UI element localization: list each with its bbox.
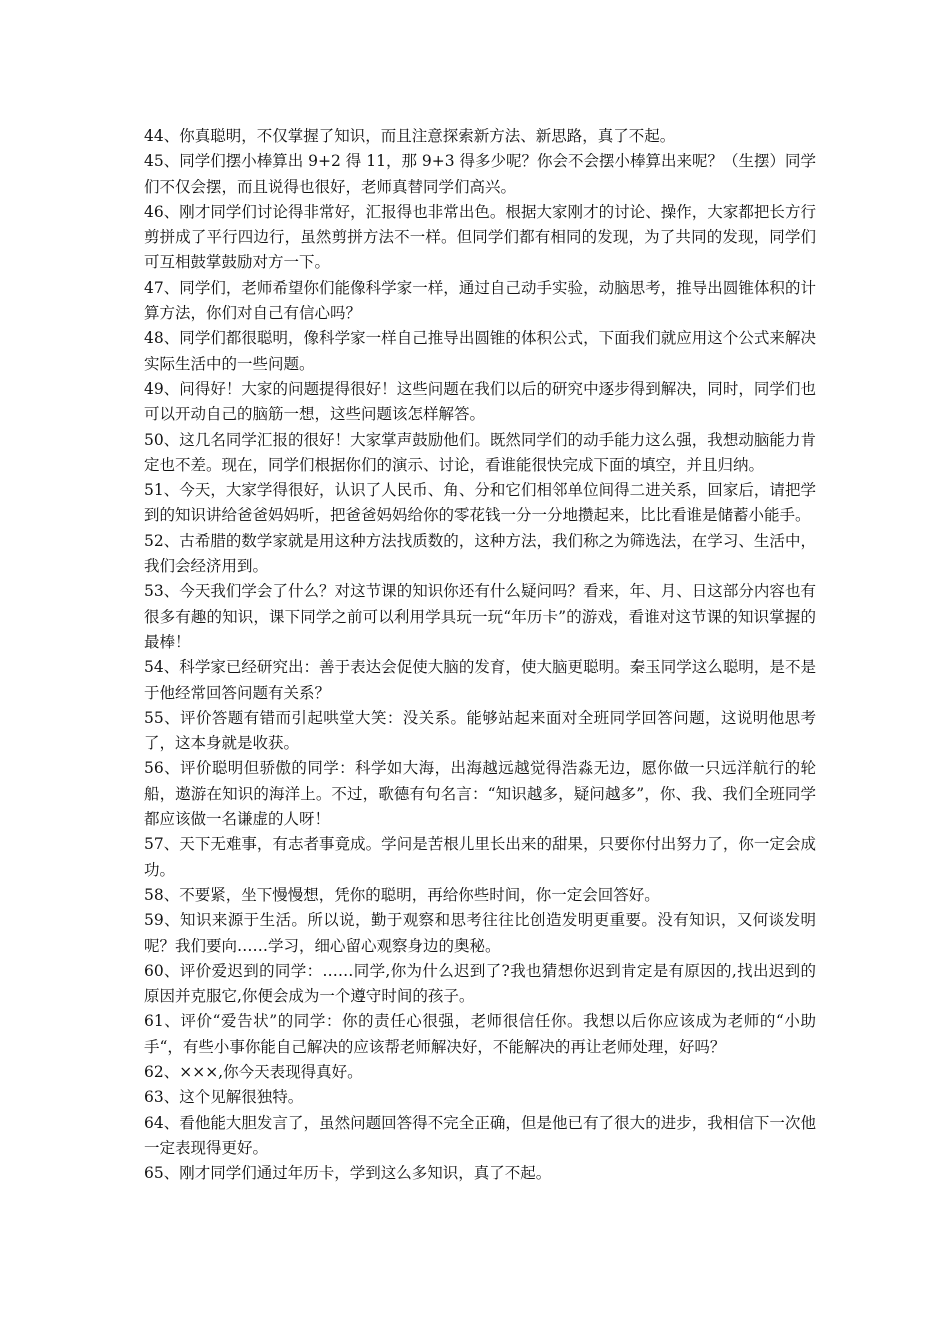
paragraph-59: 59、知识来源于生活。所以说，勤于观察和思考往往比创造发明更重要。没有知识，又何谈发明呢？我们要向……学习，细心留心观察身边的奥秘。 <box>144 911 816 955</box>
document-body <box>144 124 816 1186</box>
paragraph-52: 52、古希腊的数学家就是用这种方法找质数的，这种方法，我们称之为筛选法，在学习、生活中，我们会经济用到。 <box>144 531 816 576</box>
paragraph-48: 48、同学们都很聪明，像科学家一样自己推导出圆锥的体积公式，下面我们就应用这个公式来解决实际生活中的一些问题。 <box>144 329 816 373</box>
paragraph-58: 58、不要紧，坐下慢慢想，凭你的聪明，再给你些时间，你一定会回答好。 <box>144 885 660 904</box>
paragraph-55: 55、评价答题有错而引起哄堂大笑：没关系。能够站起来面对全班同学回答问题，这说明他思考了，这本身就是收获。 <box>144 708 816 753</box>
paragraph-65: 65、刚才同学们通过年历卡，学到这么多知识，真了不起。 <box>144 1164 552 1183</box>
paragraph-47: 47、同学们，老师希望你们能像科学家一样，通过自己动手实验，动脑思考，推导出圆锥体积的计算方法，你们对自己有信心吗？ <box>144 278 816 323</box>
paragraph-62: 62、×××,你今天表现得真好。 <box>144 1062 363 1081</box>
paragraph-61: 61、评价“爱告状”的同学：你的责任心很强，老师很信任你。我想以后你应该成为老师的“小助手“，有些小事你能自己解决的应该帮老师解决好，不能解决的再让老师处理，好吗？ <box>144 1012 816 1056</box>
paragraph-57: 57、天下无难事，有志者事竟成。学问是苦根儿里长出来的甜果，只要你付出努力了，你一定会成功。 <box>144 835 816 879</box>
paragraph-56: 56、评价聪明但骄傲的同学：科学如大海，出海越远越觉得浩淼无边，愿你做一只远洋航行的轮船，遨游在知识的海洋上。不过，歌德有句名言：“知识越多，疑问越多”，你、我、我们全班同学都应该做一名谦虚的人呀！ <box>144 759 816 829</box>
paragraph-45: 45、同学们摆小棒算出 9+2 得 11，那 9+3 得多少呢？你会不会摆小棒算出来呢？（生摆）同学们不仅会摆，而且说得也很好，老师真替同学们高兴。 <box>144 152 817 196</box>
paragraph-44: 44、你真聪明，不仅掌握了知识，而且注意探索新方法、新思路，真了不起。 <box>144 127 676 145</box>
paragraph-49: 49、问得好！大家的问题提得很好！这些问题在我们以后的研究中逐步得到解决，同时，同学们也可以开动自己的脑筋一想，这些问题该怎样解答。 <box>144 379 816 424</box>
paragraph-54: 54、科学家已经研究出：善于表达会促使大脑的发育，使大脑更聪明。秦玉同学这么聪明，是不是于他经常回答问题有关系？ <box>144 658 816 702</box>
paragraph-46: 46、刚才同学们讨论得非常好，汇报得也非常出色。根据大家刚才的讨论、操作，大家都把长方行剪拼成了平行四边行，虽然剪拼方法不一样。但同学们都有相同的发现，为了共同的发现，同学们可互相鼓掌鼓励对方一下。 <box>144 202 816 272</box>
paragraph-60: 60、评价爱迟到的同学：……同学,你为什么迟到了?我也猜想你迟到肯定是有原因的,找出迟到的原因并克服它,你便会成为一个遵守时间的孩子。 <box>144 961 816 1006</box>
paragraph-50: 50、这几名同学汇报的很好！大家掌声鼓励他们。既然同学们的动手能力这么强，我想动脑能力肯定也不差。现在，同学们根据你们的演示、讨论，看谁能很快完成下面的填空，并且归纳。 <box>144 430 816 474</box>
paragraph-51: 51、今天，大家学得很好，认识了人民币、角、分和它们相邻单位间得二进关系，回家后，请把学到的知识讲给爸爸妈妈听，把爸爸妈妈给你的零花钱一分一分地攒起来，比比看谁是储蓄小能手。 <box>144 481 816 525</box>
paragraph-64: 64、看他能大胆发言了，虽然问题回答得不完全正确，但是他已有了很大的进步，我相信下一次他一定表现得更好。 <box>144 1113 816 1157</box>
paragraph-63: 63、这个见解很独特。 <box>144 1088 304 1107</box>
paragraph-53: 53、今天我们学会了什么？对这节课的知识你还有什么疑问吗？看来，年、月、日这部分内容也有很多有趣的知识，课下同学之前可以利用学具玩一玩“年历卡”的游戏，看谁对这节课的知识掌握的最棒！ <box>144 582 816 651</box>
